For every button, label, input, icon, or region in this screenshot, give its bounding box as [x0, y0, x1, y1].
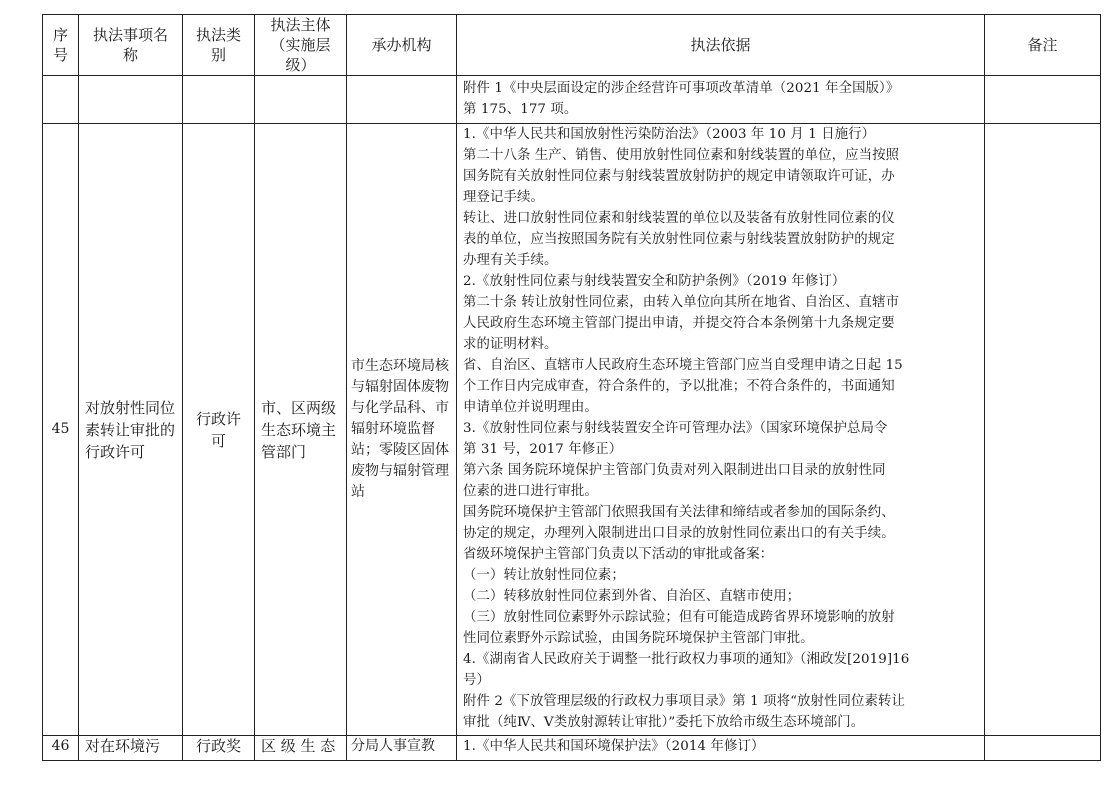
subject-cell: 市、区两级生态环境主管部门: [255, 124, 347, 736]
basis-line: 号）: [463, 673, 490, 688]
type-cell: 行政奖: [183, 736, 255, 761]
basis-line: （二）转移放射性同位素到外省、自治区、直辖市使用；: [463, 589, 801, 604]
basis-line: 求的证明材料。: [463, 337, 558, 352]
basis-line: 申请单位并说明理由。: [463, 400, 598, 415]
table-row: [43, 76, 1101, 124]
item-name-cell: 对放射性同位素转让审批的行政许可: [79, 124, 183, 736]
type-cell: 行政许可: [183, 124, 255, 736]
basis-line: 表的单位，应当按照国务院有关放射性同位素与射线装置放射防护的规定: [463, 232, 895, 247]
basis-line: 审批（纯Ⅳ、Ⅴ类放射源转让审批）”委托下放给市级生态环境部门。: [463, 715, 865, 730]
note-cell: [985, 124, 1101, 736]
basis-line: 3.《放射性同位素与射线装置安全许可管理办法》（国家环境保护总局令: [463, 421, 888, 436]
basis-line: 办理有关手续。: [463, 253, 558, 268]
basis-line: （一）转让放射性同位素；: [463, 568, 625, 583]
basis-line: 第二十条 转让放射性同位素，由转入单位向其所在地省、自治区、直辖市: [463, 295, 900, 310]
basis-line: 省、自治区、直辖市人民政府生态环境主管部门应当自受理申请之日起 15: [463, 358, 903, 373]
basis-cell: [457, 76, 985, 124]
basis-line: 国务院有关放射性同位素与射线装置放射防护的规定申请领取许可证，办: [463, 169, 895, 184]
basis-line: 附件 1《中央层面设定的涉企经营许可事项改革清单（2021 年全国版）》: [463, 81, 900, 96]
basis-line: 第 31 号，2017 年修正）: [463, 442, 623, 457]
law-enforcement-table: [42, 14, 1101, 761]
header-note: 备注: [985, 15, 1101, 76]
org-cell: 市生态环境局核与辐射固体废物与化学品科、市辐射环境监督站；零陵区固体废物与辐射管理站: [347, 124, 457, 736]
basis-line: 4.《湖南省人民政府关于调整一批行政权力事项的通知》（湘政发[2019]16: [463, 652, 910, 667]
header-item-name: 执法事项名称: [79, 15, 183, 76]
basis-line: （三）放射性同位素野外示踪试验；但有可能造成跨省界环境影响的放射: [463, 610, 895, 625]
row-index: 46: [43, 736, 79, 761]
basis-line: 个工作日内完成审查，符合条件的，予以批准；不符合条件的，书面通知: [463, 379, 895, 394]
basis-line: 位素的进口进行审批。: [463, 484, 598, 499]
note-cell: [985, 736, 1101, 761]
basis-line: 人民政府生态环境主管部门提出申请，并提交符合本条例第十九条规定要: [463, 316, 895, 331]
basis-line: 第二十八条 生产、销售、使用放射性同位素和射线装置的单位，应当按照: [463, 148, 900, 163]
header-basis: 执法依据: [457, 15, 985, 76]
basis-line: 转让、进口放射性同位素和射线装置的单位以及装备有放射性同位素的仪: [463, 211, 895, 226]
header-type: 执法类别: [183, 15, 255, 76]
header-subject: 执法主体（实施层级）: [255, 15, 347, 76]
basis-line: 省级环境保护主管部门负责以下活动的审批或备案：: [463, 547, 774, 562]
basis-line: 理登记手续。: [463, 190, 544, 205]
basis-line: 国务院环境保护主管部门依照我国有关法律和缔结或者参加的国际条约、: [463, 505, 895, 520]
basis-cell: [457, 736, 985, 761]
basis-line: 1.《中华人民共和国环境保护法》（2014 年修订）: [463, 739, 765, 754]
item-name-cell: 对在环境污: [79, 736, 183, 761]
basis-line: 第六条 国务院环境保护主管部门负责对列入限制进出口目录的放射性同: [463, 463, 886, 478]
basis-line: 2.《放射性同位素与射线装置安全和防护条例》（2019 年修订）: [463, 274, 846, 289]
table-row: [43, 124, 1101, 736]
header-org: 承办机构: [347, 15, 457, 76]
basis-line: 附件 2《下放管理层级的行政权力事项目录》第 1 项将“放射性同位素转让: [463, 694, 905, 709]
org-cell: 分局人事宣教: [347, 736, 457, 761]
header-index: 序号: [43, 15, 79, 76]
table-row: [43, 736, 1101, 761]
header-row: [43, 15, 1101, 76]
basis-line: 第 175、177 项。: [463, 102, 578, 117]
basis-line: 1.《中华人民共和国放射性污染防治法》（2003 年 10 月 1 日施行）: [463, 127, 876, 142]
row-index: 45: [43, 124, 79, 736]
basis-line: 性同位素野外示踪试验，由国务院环境保护主管部门审批。: [463, 631, 814, 646]
document-page: [42, 14, 1100, 761]
basis-line: 协定的规定，办理列入限制进出口目录的放射性同位素出口的有关手续。: [463, 526, 895, 541]
basis-cell: [457, 124, 985, 736]
subject-cell: 区 级 生 态: [255, 736, 347, 761]
